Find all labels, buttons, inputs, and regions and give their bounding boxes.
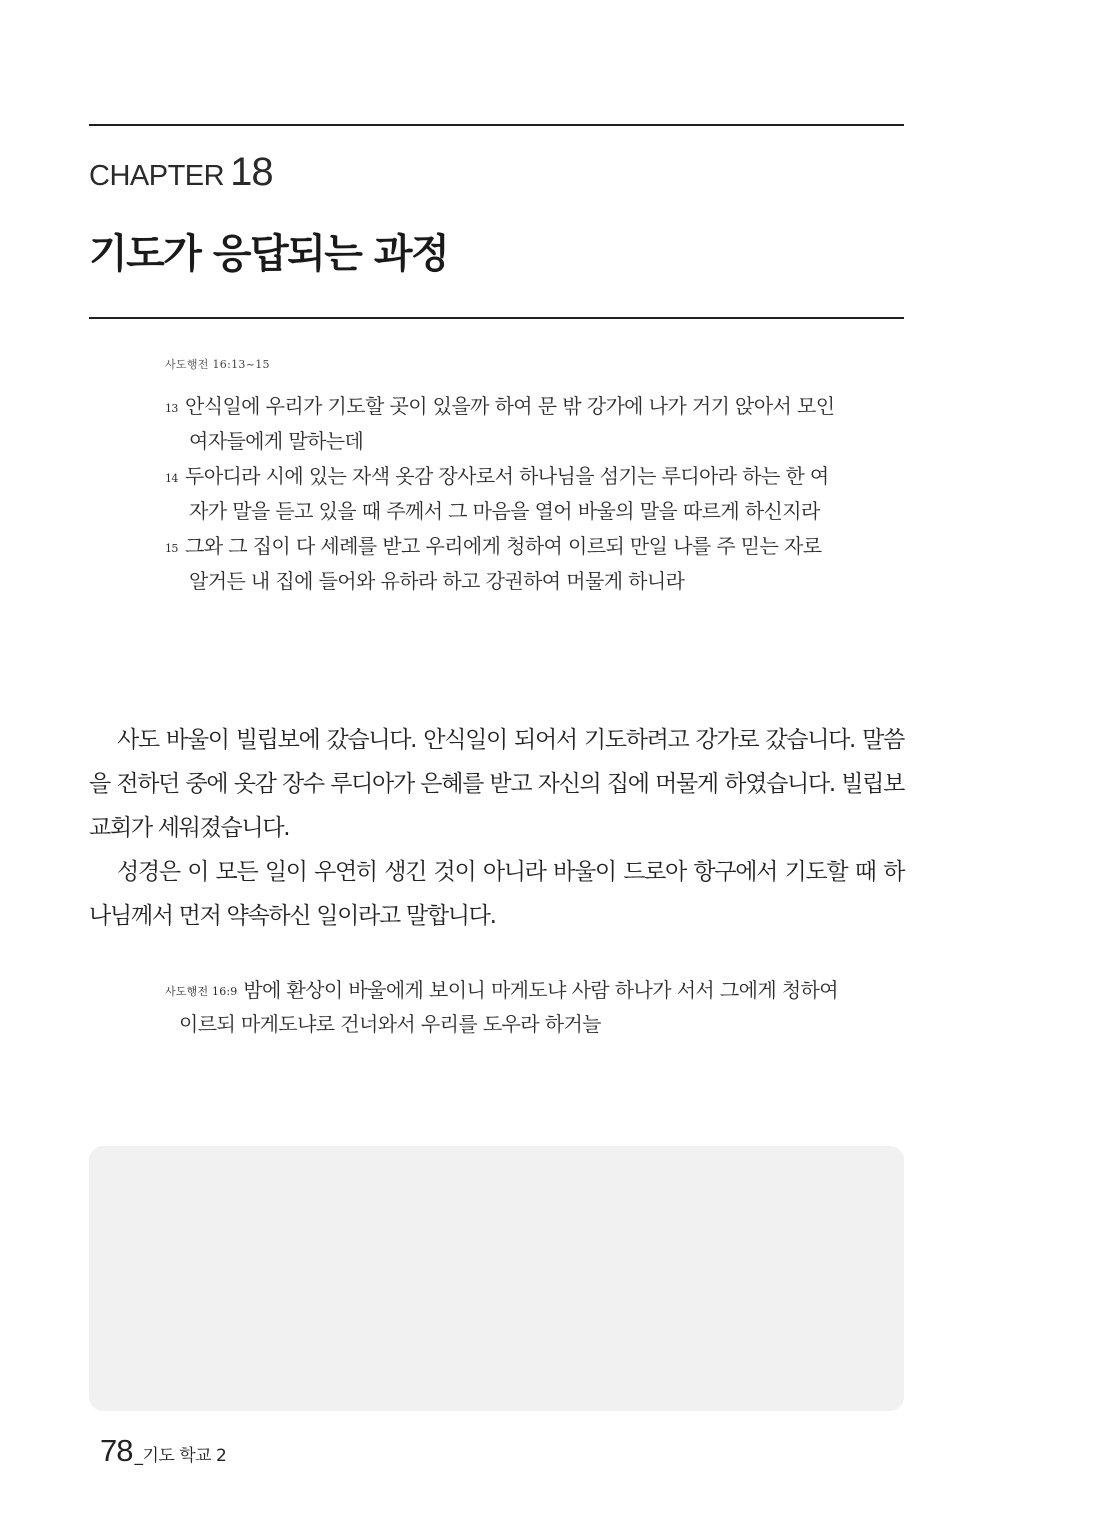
book-title: _기도 학교 2 [134,1446,227,1466]
verse-13 [165,389,845,459]
body-paragraph: 성경은 이 모든 일이 우연히 생긴 것이 아니라 바울이 드로아 항구에서 기도할 때 하나님께서 먼저 약속하신 일이라고 말합니다. [89,859,904,929]
verse-text: 안식일에 우리가 기도할 곳이 있을까 하여 문 밖 강가에 나가 거기 앉아서 모인 여자들에게 말하는데 [185,394,835,453]
verse-number: 15 [165,542,178,555]
scripture-reference: 사도행전 16:13~15 [165,358,270,371]
title-bottom-rule [89,317,904,319]
body-paragraph: 사도 바울이 빌립보에 갔습니다. 안식일이 되어서 기도하려고 강가로 갔습니다. 말씀을 전하던 중에 옷감 장수 루디아가 은혜를 받고 자신의 집에 머물게 하였습니다. 빌립보 교회가 세워졌습니다. [89,727,904,841]
quote-reference: 사도행전 16:9 [165,985,238,998]
chapter-heading [89,152,273,192]
chapter-number: 18 [230,150,273,194]
chapter-title: 기도가 응답되는 과정 [89,231,449,277]
verse-number: 14 [165,472,178,485]
chapter-label: CHAPTER [89,160,225,192]
verse-text: 두아디라 시에 있는 자색 옷감 장사로서 하나님을 섬기는 루디아라 하는 한 여자가 말을 듣고 있을 때 주께서 그 마음을 열어 바울의 말을 따르게 하신지라 [185,464,829,523]
top-rule [89,124,904,126]
verse-14 [165,459,845,529]
quote-text: 밤에 환상이 바울에게 보이니 마게도냐 사람 하나가 서서 그에게 청하여 이르되 마게도냐로 건너와서 우리를 도우라 하거늘 [179,978,838,1036]
scripture-verses [165,389,845,599]
verse-text: 그와 그 집이 다 세례를 받고 우리에게 청하여 이르되 만일 나를 주 믿는 자로 알거든 내 집에 들어와 유하라 하고 강권하여 머물게 하니라 [185,534,822,593]
page-footer [100,1435,226,1466]
verse-number: 13 [165,402,178,415]
note-box [89,1146,904,1411]
body-text [89,718,904,938]
page-number: 78 [100,1433,133,1468]
scripture-quote [165,973,845,1041]
verse-15 [165,529,845,599]
